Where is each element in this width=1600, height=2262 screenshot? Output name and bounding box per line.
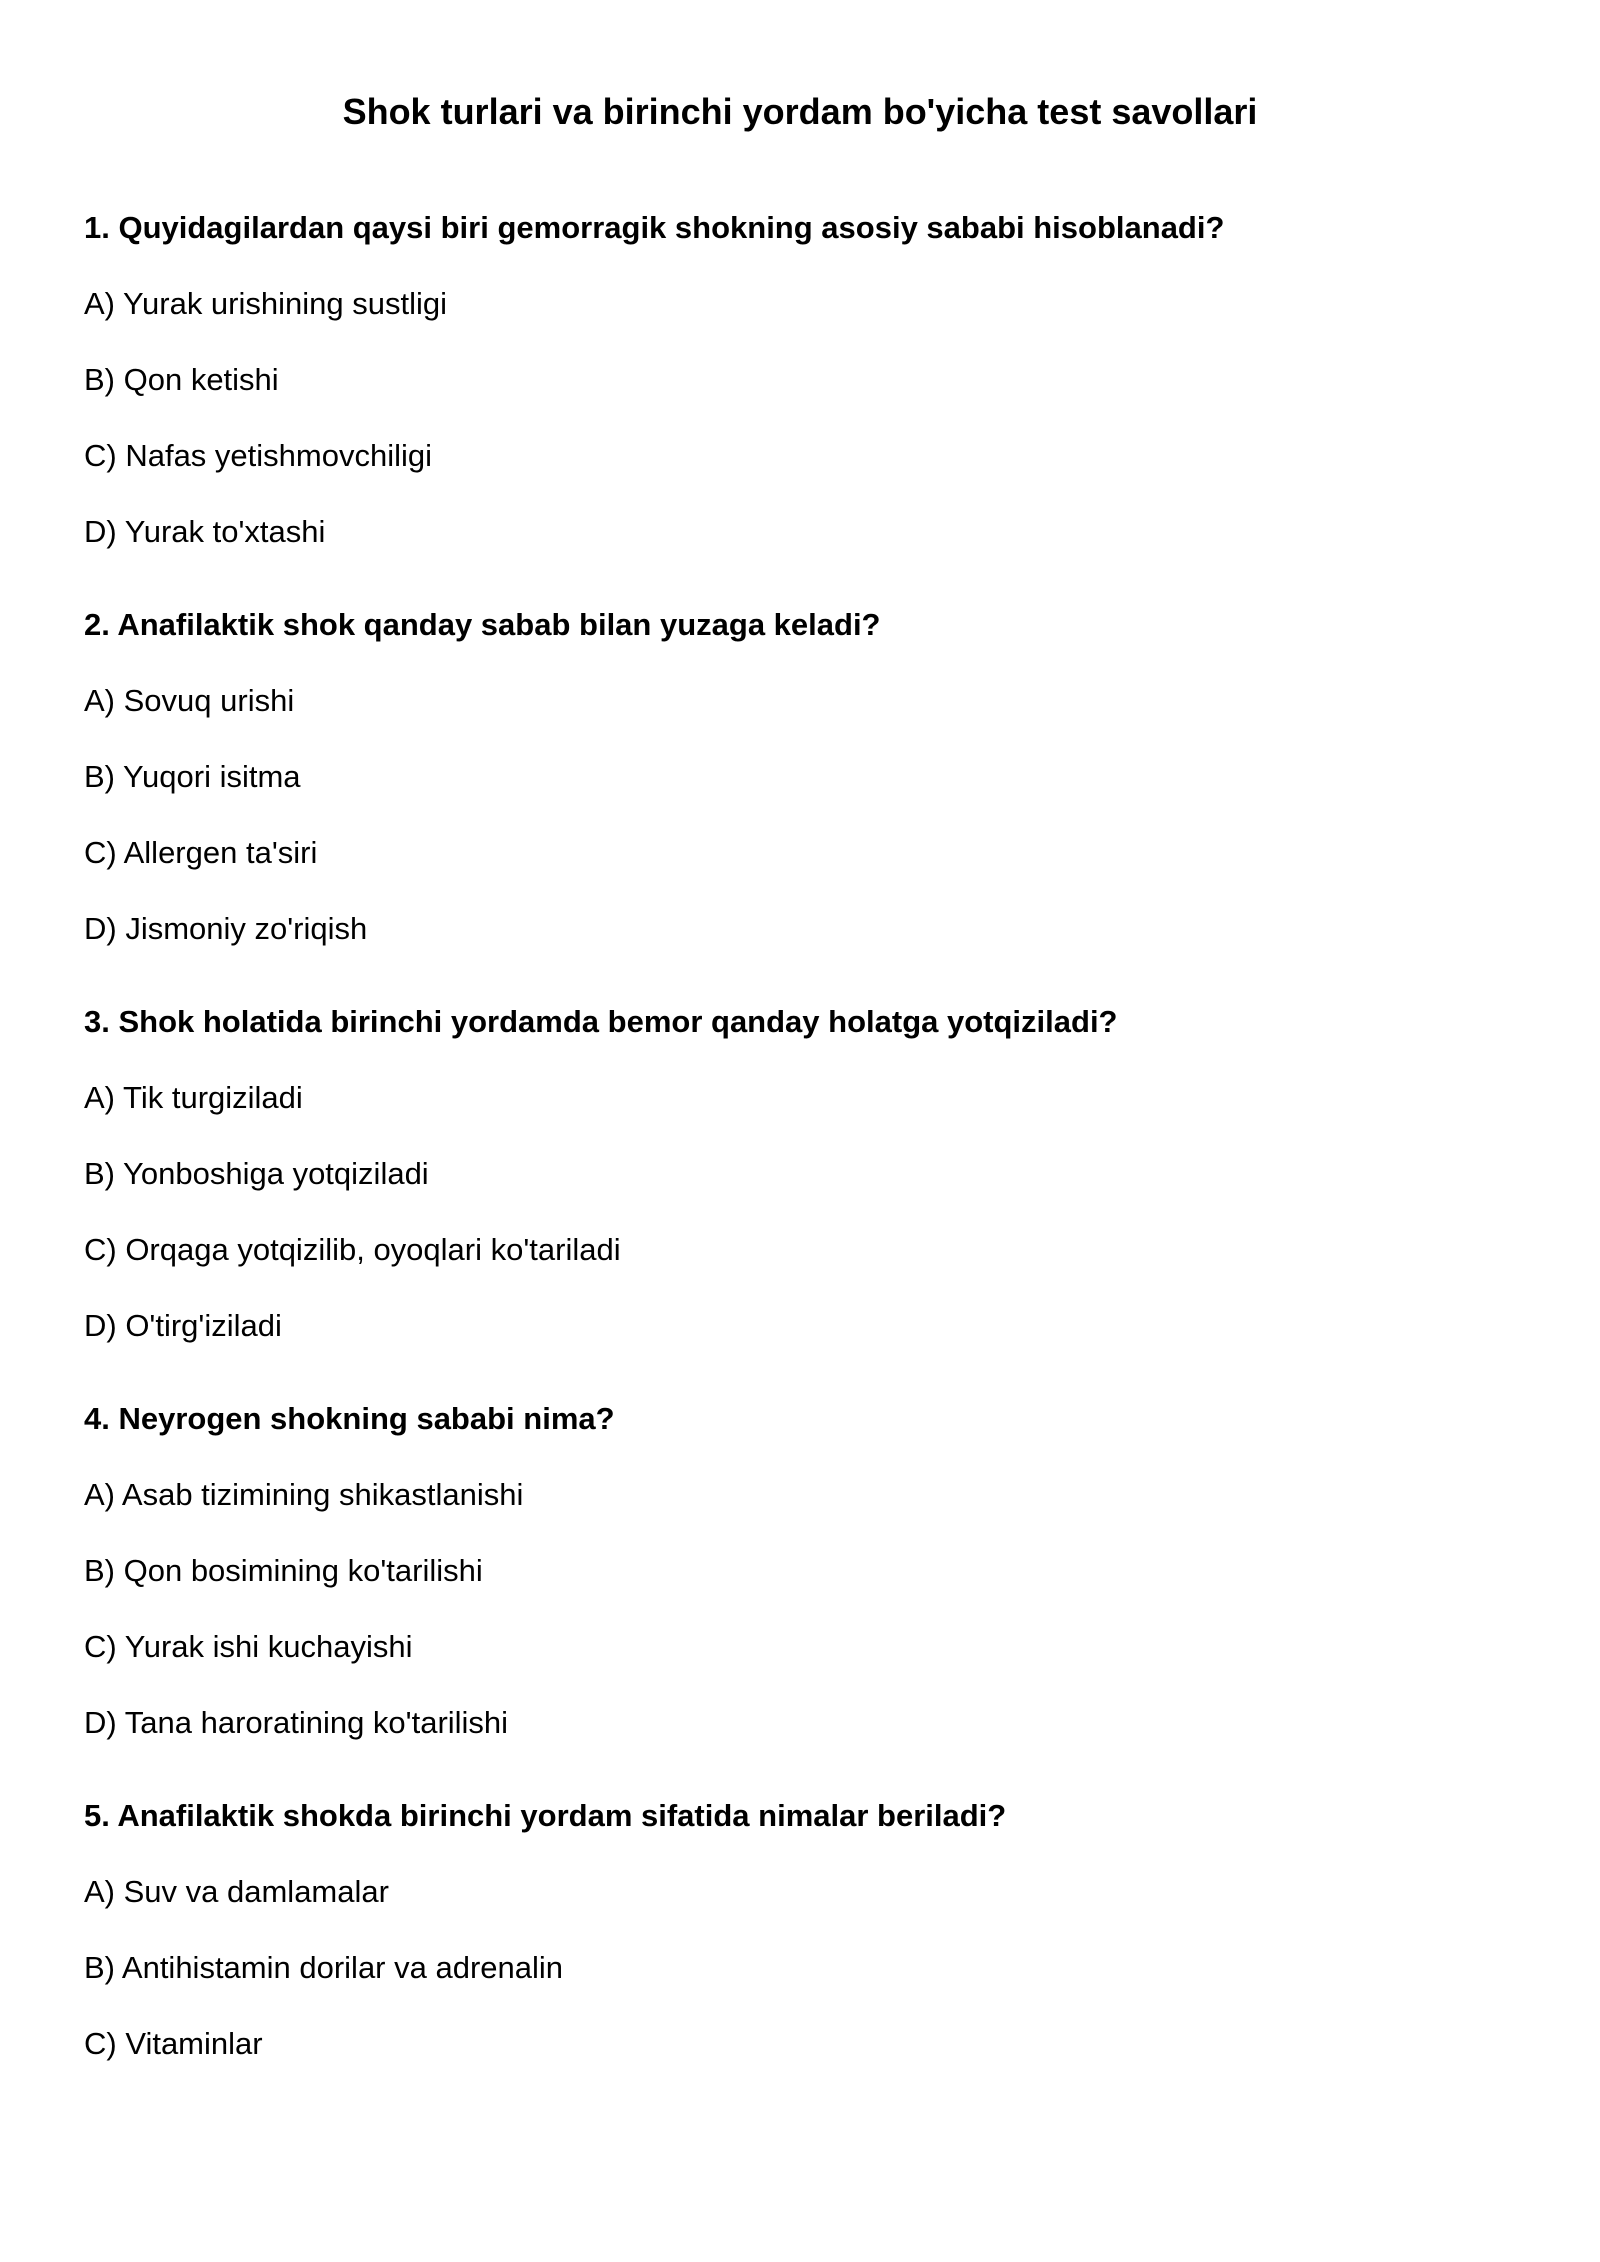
answer-option: D) Tana haroratining ko'tarilishi (84, 1705, 509, 1740)
answer-option: B) Qon ketishi (84, 362, 279, 397)
answer-option: C) Allergen ta'siri (84, 835, 318, 870)
question-list (84, 206, 1544, 2191)
question-1 (84, 206, 1544, 603)
answer-option: D) Yurak to'xtashi (84, 514, 326, 549)
answer-option: C) Nafas yetishmovchiligi (84, 438, 432, 473)
question-4 (84, 1397, 1544, 1794)
answer-option: A) Asab tizimining shikastlanishi (84, 1477, 524, 1512)
question-2 (84, 603, 1544, 1000)
answer-option: D) Jismoniy zo'riqish (84, 911, 368, 946)
document-title: Shok turlari va birinchi yordam bo'yicha test savollari (342, 91, 1258, 132)
answer-option: B) Qon bosimining ko'tarilishi (84, 1553, 483, 1588)
question-5 (84, 1794, 1544, 2191)
answer-option: A) Sovuq urishi (84, 683, 295, 718)
answer-option: C) Orqaga yotqizilib, oyoqlari ko'tariladi (84, 1232, 621, 1267)
question-text: 1. Quyidagilardan qaysi biri gemorragik shokning asosiy sababi hisoblanadi? (84, 210, 1225, 245)
answer-option: C) Vitaminlar (84, 2026, 263, 2061)
answer-option: A) Yurak urishining sustligi (84, 286, 447, 321)
question-3 (84, 1000, 1544, 1397)
question-text: 5. Anafilaktik shokda birinchi yordam sifatida nimalar beriladi? (84, 1798, 1007, 1833)
answer-option: D) O'tirg'iziladi (84, 1308, 282, 1343)
answer-option: A) Tik turgiziladi (84, 1080, 303, 1115)
question-text: 4. Neyrogen shokning sababi nima? (84, 1401, 615, 1436)
answer-option: B) Yuqori isitma (84, 759, 301, 794)
answer-option: B) Antihistamin dorilar va adrenalin (84, 1950, 564, 1985)
answer-option: C) Yurak ishi kuchayishi (84, 1629, 413, 1664)
answer-option: B) Yonboshiga yotqiziladi (84, 1156, 429, 1191)
answer-option: A) Suv va damlamalar (84, 1874, 389, 1909)
question-text: 2. Anafilaktik shok qanday sabab bilan yuzaga keladi? (84, 607, 881, 642)
question-text: 3. Shok holatida birinchi yordamda bemor qanday holatga yotqiziladi? (84, 1004, 1118, 1039)
